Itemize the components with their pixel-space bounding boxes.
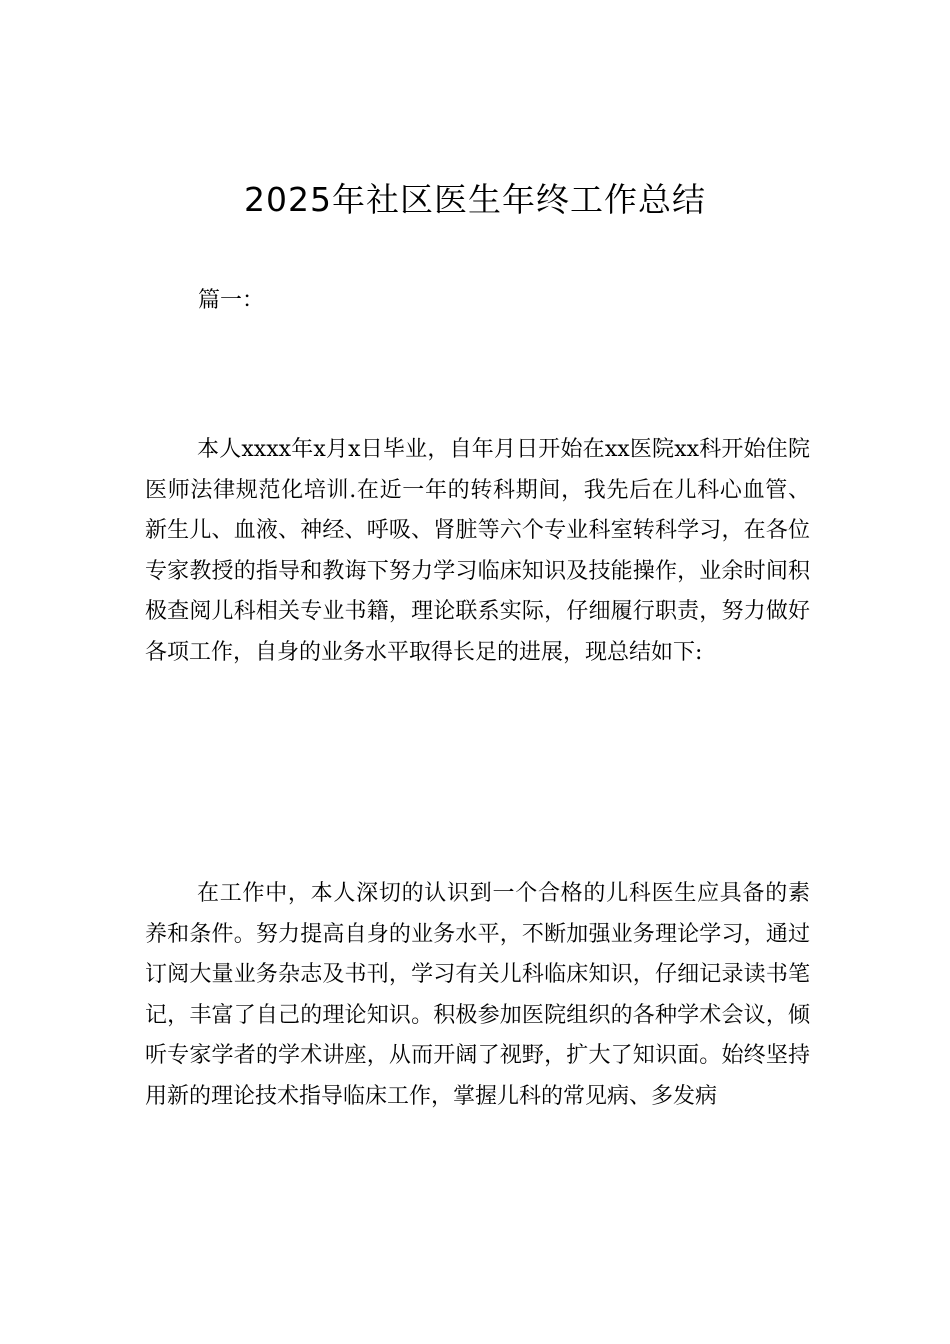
document-title: 2025年社区医生年终工作总结 xyxy=(244,180,706,219)
body-paragraph-1: 本人xxxx年x月x日毕业，自年月日开始在xx医院xx科开始住院医师法律规范化培训.在近一年的转科期间，我先后在儿科心血管、新生儿、血液、神经、呼吸、肾脏等六个专业科室转科学习，在各位专家教授的指导和教诲下努力学习临床知识及技能操作，业余时间积极查阅儿科相关专业书籍，理论联系实际，仔细履行职责，努力做好各项工作，自身的业务水平取得长足的进展，现总结如下: xyxy=(145,437,810,665)
body-paragraph-2: 在工作中，本人深切的认识到一个合格的儿科医生应具备的素养和条件。努力提高自身的业务水平，不断加强业务理论学习，通过订阅大量业务杂志及书刊，学习有关儿科临床知识，仔细记录读书笔记，丰富了自己的理论知识。积极参加医院组织的各种学术会议，倾听专家学者的学术讲座，从而开阔了视野，扩大了知识面。始终坚持用新的理论技术指导临床工作，掌握儿科的常见病、多发病 xyxy=(145,881,810,1109)
section-label: 篇一： xyxy=(198,288,265,313)
